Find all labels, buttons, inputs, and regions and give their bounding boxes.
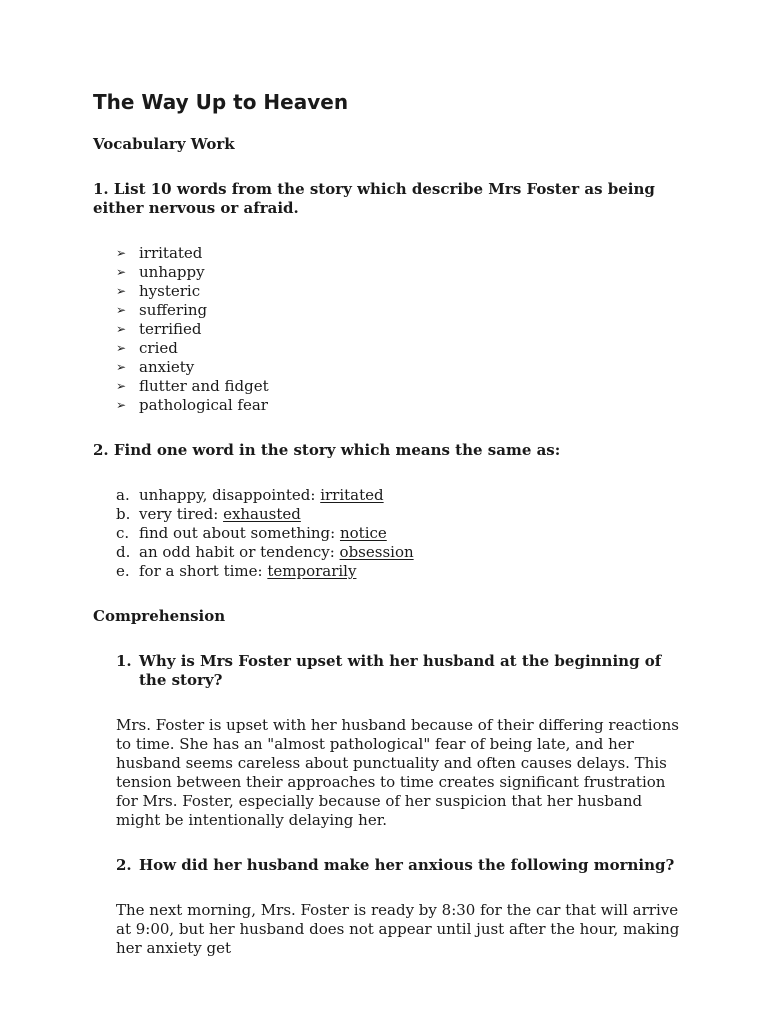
answer-paragraph-2: The next morning, Mrs. Foster is ready by 8:30 for the car that will arrive at 9:00, but her husband does not appear until just after the hour, making her anxiety get [116,901,680,957]
arrow-bullet-icon: ➢ [116,303,127,317]
list-letter: b. [116,505,131,523]
list-letter: a. [116,486,130,504]
arrow-bullet-icon: ➢ [116,265,127,279]
question-number: 2. [116,856,132,874]
list-letter: c. [116,524,130,542]
answer-word: irritated [320,486,384,504]
list-item: ➢ cried [116,339,178,357]
question-text: Why is Mrs Foster upset with her husband at the beginning of the story? [139,652,662,689]
synonym-list [93,486,683,581]
list-item: ➢ flutter and fidget [116,377,269,395]
question-number: 1. [116,652,132,670]
vocab-question-2: 2. Find one word in the story which means the same as: [93,441,561,459]
list-item: ➢ unhappy [116,263,205,281]
question-text: How did her husband make her anxious the following morning? [139,856,675,874]
comprehension-heading: Comprehension [93,607,226,625]
list-item: ➢ pathological fear [116,396,268,414]
document-title: The Way Up to Heaven [93,90,349,114]
comprehension-question-1 [116,652,683,690]
nervous-words-list [93,244,683,415]
list-item: d. an odd habit or tendency: obsession [116,543,414,561]
answer-word: notice [339,524,387,542]
arrow-bullet-icon: ➢ [116,322,127,336]
vocabulary-heading: Vocabulary Work [93,135,235,153]
list-item: b. very tired: exhausted [116,505,301,523]
list-item: ➢ terrified [116,320,202,338]
list-item: a. unhappy, disappointed: irritated [116,486,384,504]
arrow-bullet-icon: ➢ [116,246,127,260]
vocab-question-1: 1. List 10 words from the story which describe Mrs Foster as being either nervous or afraid. [93,180,655,217]
document-page [93,88,683,958]
arrow-bullet-icon: ➢ [116,360,127,374]
list-item: ➢ suffering [116,301,208,319]
arrow-bullet-icon: ➢ [116,398,127,412]
answer-paragraph-1: Mrs. Foster is upset with her husband because of their differing reactions to time. She has an "almost pathological" fear of being late, and her husband seems careless about punctuality and often causes delays. This tension between their approaches to time creates significant frustration for Mrs. Foster, especially because of her suspicion that her husband might be intentionally delaying her. [116,716,679,829]
arrow-bullet-icon: ➢ [116,341,127,355]
arrow-bullet-icon: ➢ [116,284,127,298]
answer-word: obsession [339,543,414,561]
list-item: ➢ irritated [116,244,203,262]
list-letter: d. [116,543,131,561]
list-letter: e. [116,562,130,580]
arrow-bullet-icon: ➢ [116,379,127,393]
answer-word: exhausted [223,505,301,523]
list-item: ➢ hysteric [116,282,201,300]
list-item: c. find out about something: notice [116,524,387,542]
answer-word: temporarily [267,562,357,580]
list-item: e. for a short time: temporarily [116,562,357,580]
list-item: ➢ anxiety [116,358,195,376]
comprehension-question-2 [116,856,683,875]
